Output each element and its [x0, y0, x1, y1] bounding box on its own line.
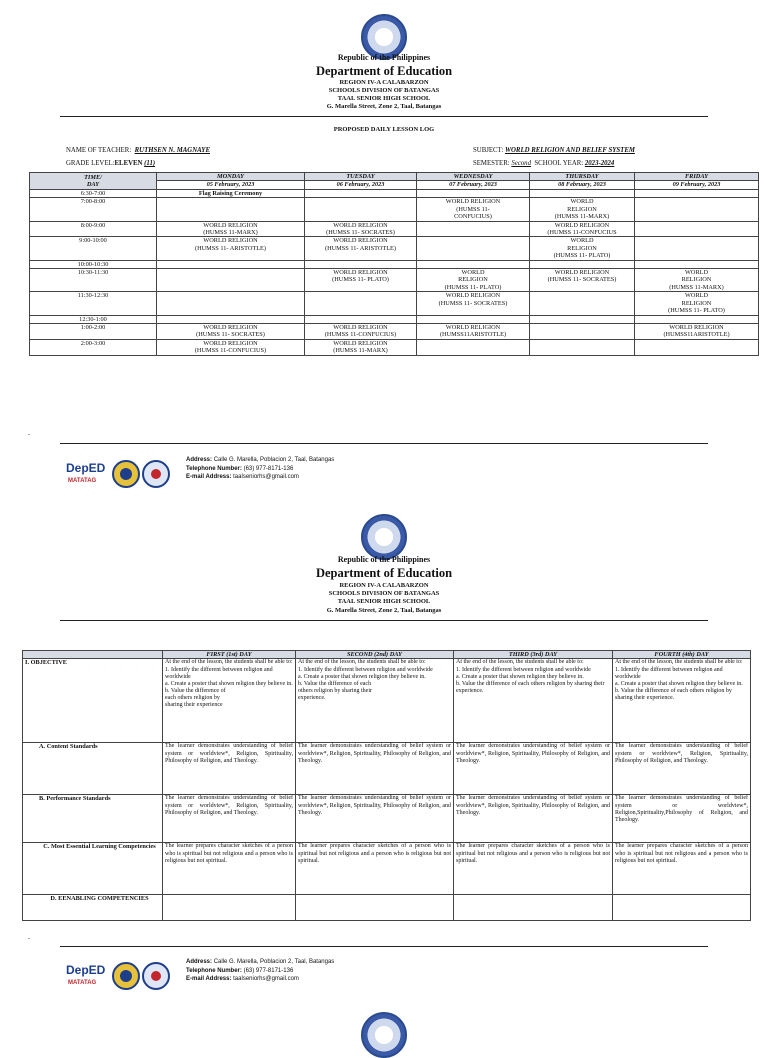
teacher-label: NAME OF TEACHER: [66, 147, 132, 154]
class-cell: WORLD RELIGION (HUMSS 11-MARX) [157, 221, 305, 237]
plan-cell [296, 895, 454, 921]
page1-dot: . [28, 428, 30, 437]
footer-email-label: E-mail Address: [186, 474, 232, 481]
day-header-tuesday: TUESDAY [305, 173, 417, 181]
footer-phone-2: (63) 977-8171-136 [243, 967, 294, 974]
class-cell: WORLD RELIGION (HUMSS 11- ARISTOTLE) [157, 237, 305, 260]
footer-divider-1 [60, 443, 708, 444]
class-cell [305, 198, 417, 221]
plan-cell: The learner demonstrates understanding of belief system or worldview*, Religion, Spirituality, Philosophy of Religion, and Theology. [454, 743, 613, 795]
class-cell: WORLD RELIGION (HUMSS 11- PLATO) [530, 237, 635, 260]
footer-logos-svg-2 [64, 960, 204, 994]
class-cell: WORLD RELIGION (HUMSS 11- SOCRATES) [417, 292, 530, 315]
class-cell [530, 315, 635, 323]
plan-day-header: FOURTH (4th) DAY [613, 651, 751, 659]
plan-cell [454, 895, 613, 921]
plan-cell: The learner demonstrates understanding of belief system or worldview*, Religion, Spirituality, Philosophy of Religion, and Theology. [454, 795, 613, 843]
deped-seal-logo-3 [361, 1012, 407, 1058]
schedule-row [30, 269, 759, 292]
class-cell: WORLD RELIGION (HUMSS 11- SOCRATES) [305, 221, 417, 237]
class-cell [417, 260, 530, 268]
school-year-value: 2023-2024 [584, 160, 615, 167]
class-cell [417, 237, 530, 260]
date-header: 06 February, 2023 [305, 181, 417, 189]
plan-row-label: D. EENABLING COMPETENCIES [23, 895, 163, 921]
class-cell: WORLD RELIGION (HUMSS 11-CONFUCIUS) [305, 324, 417, 340]
plan-day-header: FIRST (1st) DAY [163, 651, 296, 659]
schedule-row [30, 221, 759, 237]
plan-cell: The learner demonstrates understanding of belief system or worldview*, Religion, Spirituality, Philosophy of Religion, and Theology. [613, 743, 751, 795]
class-cell [635, 189, 759, 197]
day-header-label: DAY [86, 180, 100, 188]
plan-row-label: I. OBJECTIVE [23, 659, 163, 743]
class-cell: WORLD RELIGION (HUMSS 11- CONFUCIUS) [417, 198, 530, 221]
time-header-label: TIME/ [84, 173, 102, 181]
school-line: TAAL SENIOR HIGH SCHOOL [337, 95, 431, 102]
plan-row-label: A. Content Standards [23, 743, 163, 795]
class-cell [157, 260, 305, 268]
plan-cell: The learner prepares character sketches of a person who is spiritual but not religious and a person who is religious but not spiritual. [613, 843, 751, 895]
class-cell [530, 189, 635, 197]
footer-contact-1 [186, 456, 334, 482]
footer-phone: (63) 977-8171-136 [243, 465, 294, 472]
day-header-monday: MONDAY [157, 173, 305, 181]
class-cell [157, 269, 305, 292]
class-cell [530, 339, 635, 355]
schedule-row [30, 260, 759, 268]
plan-cell [163, 895, 296, 921]
plan-row [23, 895, 751, 921]
schedule-row [30, 237, 759, 260]
plan-cell: At the end of the lesson, the students shall be able to: 1. Identify the different between religion and worldwide a. Create a poster that shown religion they believe in. b. Value the difference of each others religion by sharing their experience. [613, 659, 751, 743]
day-header-thursday: THURSDAY [530, 173, 635, 181]
date-header: 09 February, 2023 [635, 181, 759, 189]
date-header: 05 February, 2023 [157, 181, 305, 189]
class-cell: WORLD RELIGION (HUMSS 11-MARX) [635, 269, 759, 292]
time-slot: 7:00-8:00 [30, 198, 157, 221]
class-cell [305, 189, 417, 197]
time-slot: 6:30-7:00 [30, 189, 157, 197]
footer-address-label: Address: [186, 457, 213, 463]
plan-day-header: SECOND (2nd) DAY [296, 651, 454, 659]
semester-label: SEMESTER: [473, 160, 510, 167]
plan-row [23, 843, 751, 895]
grade-value: ELEVEN [114, 160, 143, 167]
class-cell [530, 324, 635, 340]
time-slot: 9:00-10:00 [30, 237, 157, 260]
lesson-log-title: PROPOSED DAILY LESSON LOG [333, 126, 435, 133]
day-header-friday: FRIDAY [635, 173, 759, 181]
division-line: SCHOOLS DIVISION OF BATANGAS [328, 87, 440, 94]
class-cell [530, 292, 635, 315]
time-slot: 11:30-12:30 [30, 292, 157, 315]
schedule-row [30, 339, 759, 355]
plan-cell: The learner demonstrates understanding of belief system or worldview*, Religion, Spirituality, Philosophy of Religion, and Theology. [296, 743, 454, 795]
plan-day-header: THIRD (3rd) DAY [454, 651, 613, 659]
class-cell [157, 292, 305, 315]
date-header: 08 February, 2023 [530, 181, 635, 189]
class-cell: Flag Raising Ceremony [157, 189, 305, 197]
subject-label: SUBJECT: [473, 147, 504, 154]
day-header-wednesday: WEDNESDAY [417, 173, 530, 181]
class-cell: WORLD RELIGION (HUMSS 11- SOCRATES) [530, 269, 635, 292]
plan-cell [613, 895, 751, 921]
matatag-logo-text: MATATAG [68, 478, 97, 484]
class-cell: WORLD RELIGION (HUMSS 11-CONFUCIUS [530, 221, 635, 237]
time-slot: 2:00-3:00 [30, 339, 157, 355]
class-cell [157, 315, 305, 323]
class-cell [635, 221, 759, 237]
plan-row-label: C. Most Essential Learning Competencies [23, 843, 163, 895]
plan-row-label: B. Performance Standards [23, 795, 163, 843]
republic-line-2: Republic of the Philippines [337, 555, 431, 564]
class-cell: WORLD RELIGION (HUMSS11ARISTOTLE) [417, 324, 530, 340]
schedule-row [30, 292, 759, 315]
division-line-2: SCHOOLS DIVISION OF BATANGAS [328, 590, 440, 597]
footer-phone-label-2: Telephone Number: [186, 967, 242, 974]
class-cell: WORLD RELIGION (HUMSS 11-MARX) [530, 198, 635, 221]
plan-cell: At the end of the lesson, the students shall be able to: 1. Identify the different between religion and worldwide a. Create a poster that shown religion they believe in. b. Value the difference of each others religion by sharing their experience. [454, 659, 613, 743]
footer-phone-label: Telephone Number: [186, 465, 242, 472]
department-title-2: Department of Education [315, 566, 453, 580]
school-address-line: G. Marella Street, Zone 2, Taal, Batangas [326, 103, 442, 110]
semester-value: Second [511, 160, 531, 167]
department-title: Department of Education [315, 64, 453, 78]
deped-logo-text: DepED [66, 461, 106, 475]
semester-field [473, 160, 614, 167]
subject-value: WORLD RELIGION AND BELIEF SYSTEM [504, 147, 635, 154]
header-divider [60, 116, 708, 117]
class-cell: WORLD RELIGION (HUMSS 11- PLATO) [417, 269, 530, 292]
grade-field [66, 160, 155, 167]
time-slot: 12:30-1:00 [30, 315, 157, 323]
plan-cell: The learner demonstrates understanding of belief system or worldview*, Religion,Spirituality,Philosophy of Religion, and Theology. [613, 795, 751, 843]
footer-divider-2 [60, 946, 708, 947]
lesson-plan-table [22, 650, 751, 921]
matatag-logo-text-2: MATATAG [68, 980, 97, 986]
class-cell: WORLD RELIGION (HUMSS 11- ARISTOTLE) [305, 237, 417, 260]
footer-email: taalseniorhs@gmail.com [233, 474, 299, 481]
deped-logo-text-2: DepED [66, 963, 106, 977]
class-cell [635, 339, 759, 355]
footer-logos-1 [64, 458, 204, 492]
weekly-schedule-table [29, 172, 759, 356]
class-cell: WORLD RELIGION (HUMSS 11- PLATO) [305, 269, 417, 292]
plan-row [23, 659, 751, 743]
class-cell [635, 315, 759, 323]
class-cell [635, 237, 759, 260]
class-cell [417, 221, 530, 237]
time-slot: 10:30-11:30 [30, 269, 157, 292]
footer-address: Calle G. Marella, Poblacion 2, Taal, Batangas [213, 457, 335, 463]
footer-address-2: Calle G. Marella, Poblacion 2, Taal, Batangas [213, 959, 335, 965]
plan-cell: The learner prepares character sketches of a person who is spiritual but not religious and a person who is religious but not spiritual. [454, 843, 613, 895]
footer-email-2: taalseniorhs@gmail.com [233, 976, 299, 983]
time-slot: 10:00-10:30 [30, 260, 157, 268]
class-cell: WORLD RELIGION (HUMSS 11-CONFUCIUS) [157, 339, 305, 355]
footer-logos-svg [64, 458, 204, 492]
school-address-line-2: G. Marella Street, Zone 2, Taal, Batangas [326, 607, 442, 614]
class-cell [417, 189, 530, 197]
class-cell [635, 198, 759, 221]
page2-dot: . [28, 932, 30, 941]
plan-cell: The learner prepares character sketches of a person who is spiritual but not religious and a person who is religious but not spiritual. [296, 843, 454, 895]
footer-contact-2 [186, 958, 334, 984]
plan-cell: The learner prepares character sketches of a person who is spiritual but not religious and a person who is religious but not spiritual. [163, 843, 296, 895]
region-line-2: REGION IV-A CALABARZON [339, 582, 429, 589]
time-day-header [30, 173, 157, 190]
time-slot: 8:00-9:00 [30, 221, 157, 237]
class-cell: WORLD RELIGION (HUMSS 11- SOCRATES) [157, 324, 305, 340]
subject-field [473, 147, 635, 154]
plan-row [23, 743, 751, 795]
plan-cell: At the end of the lesson, the students shall be able to: 1. Identify the different between religion and worldwide a. Create a poster that shown religion they believe in. b. Value the difference of each others religion by sharing their experience. [296, 659, 454, 743]
class-cell [157, 198, 305, 221]
school-year-label: SCHOOL YEAR: [534, 160, 584, 167]
schedule-row [30, 189, 759, 197]
grade-number: (11) [144, 160, 156, 167]
plan-row [23, 795, 751, 843]
footer-address-label-2: Address: [186, 959, 213, 965]
teacher-field [66, 147, 210, 154]
class-cell [305, 315, 417, 323]
class-cell [530, 260, 635, 268]
schedule-row [30, 315, 759, 323]
deped-seal-logo-2 [361, 514, 407, 560]
class-cell [305, 292, 417, 315]
footer-logos-2 [64, 960, 204, 994]
republic-line: Republic of the Philippines [337, 53, 431, 62]
plan-cell: The learner demonstrates understanding of belief system or worldview*, Religion, Spirituality, Philosophy of Religion, and Theology. [163, 795, 296, 843]
class-cell [417, 315, 530, 323]
schedule-row [30, 198, 759, 221]
class-cell [635, 260, 759, 268]
plan-cell: The learner demonstrates understanding of belief system or worldview*, Religion, Spirituality, Philosophy of Religion, and Theology. [296, 795, 454, 843]
header-divider-2 [60, 620, 708, 621]
grade-label: GRADE LEVEL: [66, 160, 115, 167]
date-header: 07 February, 2023 [417, 181, 530, 189]
plan-corner [23, 651, 163, 659]
class-cell [417, 339, 530, 355]
class-cell: WORLD RELIGION (HUMSS 11- PLATO) [635, 292, 759, 315]
plan-cell: At the end of the lesson, the students shall be able to: 1. Identify the different between religion and worldwide a. Create a poster that shown religion they believe in. b. Value the difference of each others religion by sharing their experience [163, 659, 296, 743]
region-line: REGION IV-A CALABARZON [339, 79, 429, 86]
footer-email-label-2: E-mail Address: [186, 976, 232, 983]
class-cell: WORLD RELIGION (HUMSS 11-MARX) [305, 339, 417, 355]
class-cell: WORLD RELIGION (HUMSS11ARISTOTLE) [635, 324, 759, 340]
class-cell [305, 260, 417, 268]
school-line-2: TAAL SENIOR HIGH SCHOOL [337, 598, 431, 605]
time-slot: 1:00-2:00 [30, 324, 157, 340]
teacher-name: RUTHSEN N. MAGNAYE [134, 147, 210, 154]
plan-cell: The learner demonstrates understanding of belief system or worldview*, Religion, Spirituality, Philosophy of Religion, and Theology. [163, 743, 296, 795]
schedule-row [30, 324, 759, 340]
